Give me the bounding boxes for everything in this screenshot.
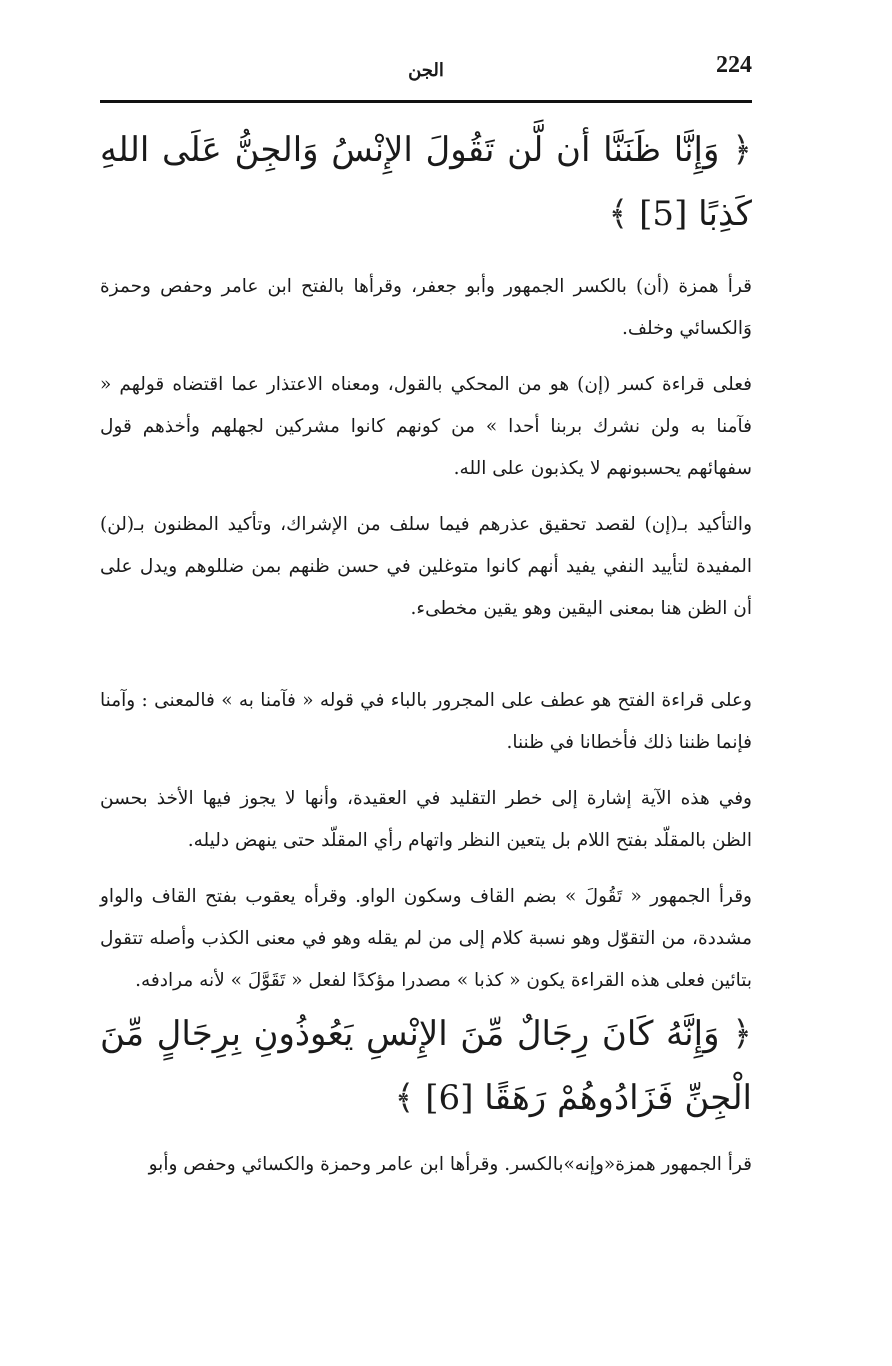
running-title: الجن xyxy=(408,60,444,81)
verse-text: وَإِنَّهُ كَانَ رِجَالٌ مِّنَ الإِنْسِ يَعُوذُونِ بِرِجَالٍ مِّنَ الْجِنِّ فَزَادُوهُمْ رَهَقًا [6] xyxy=(100,1014,752,1118)
verse-open-bracket: ﴿ xyxy=(732,130,753,170)
page-number: 224 xyxy=(716,52,752,78)
verse-close-bracket: ﴾ xyxy=(394,1078,415,1118)
commentary-paragraph: فعلى قراءة كسر (إن) هو من المحكي بالقول، ومعناه الاعتذار عما اقتضاه قولهم « فآمنا به ولن نشرك بربنا أحدا » من كونهم كانوا مشركين لجهلهم وأخذهم قول سفهائهم يحسبونهم لا يكذبون على الله. xyxy=(100,374,752,479)
commentary-paragraph: والتأكيد بـ(إن) لقصد تحقيق عذرهم فيما سلف من الإشراك، وتأكيد المظنون بـ(لن) المفيدة لتأييد النفي يفيد أنهم كانوا متوغلين في حسن ظنهم بمن ضللوهم ويدل على أن الظن هنا بمعنى اليقين وهو يقين مخطىء. xyxy=(100,514,752,619)
commentary-paragraph: قرأ الجمهور همزة«وإنه»بالكسر. وقرأها ابن عامر وحمزة والكسائي وحفص وأبو xyxy=(148,1154,752,1175)
verse-text: وَإِنَّا ظَنَنَّا أن لَّن تَقُولَ الإِنْسُ وَالجِنُّ عَلَى اللهِ كَذِبًا [5] xyxy=(100,130,752,234)
verse-close-bracket: ﴾ xyxy=(608,194,629,234)
commentary-paragraph: قرأ همزة (أن) بالكسر الجمهور وأبو جعفر، وقرأها بالفتح ابن عامر وحفص وحمزة وَالكسائي وخلف. xyxy=(100,276,752,339)
page-header xyxy=(100,52,752,103)
commentary-paragraph: وعلى قراءة الفتح هو عطف على المجرور بالباء في قوله « فآمنا به » فالمعنى : وآمنا فإنما ظننا ذلك فأخطانا في ظننا. xyxy=(100,690,752,753)
commentary-paragraph: وفي هذه الآية إشارة إلى خطر التقليد في العقيدة، وأنها لا يجوز فيها الأخذ بحسن الظن بالمقلّد بفتح اللام بل يتعين النظر واتهام رأي المقلّد حتى ينهض دليله. xyxy=(100,788,752,851)
quran-verse-6 xyxy=(100,1002,752,1130)
commentary-paragraph: وقرأ الجمهور « تَقُولَ » بضم القاف وسكون الواو. وقرأه يعقوب بفتح القاف والواو مشددة، من التقوّل وهو نسبة كلام إلى من لم يقله وهو في معنى الكذب وأصله تتقول بتائين فعلى هذه القراءة يكون « كذبا » مصدرا مؤكدًا لفعل « تَقَوَّلَ » لأنه مرادفه. xyxy=(100,886,752,991)
verse-open-bracket: ﴿ xyxy=(732,1014,752,1054)
quran-verse-5 xyxy=(100,118,752,246)
page-body xyxy=(100,118,752,1186)
